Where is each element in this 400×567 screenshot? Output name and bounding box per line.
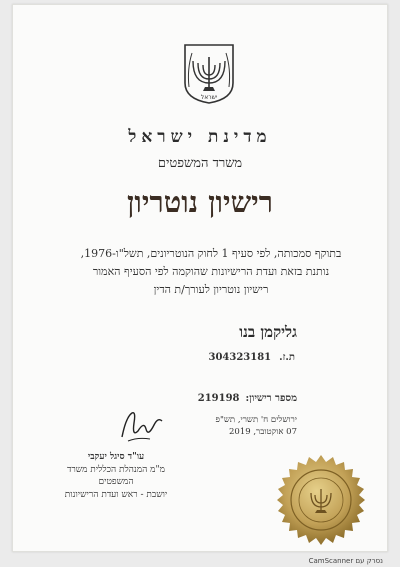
id-number: 304323181: [208, 352, 272, 363]
signatory-block: [61, 451, 171, 501]
state-emblem-icon: [183, 43, 235, 105]
signatory-title: מ"מ המנהלת הכללית משרד המשפטים: [66, 464, 165, 487]
handwritten-signature: [118, 407, 166, 447]
holder-name: גליקמן בנו: [239, 323, 297, 341]
issue-gregorian-date: 07 אוקטובר, 2019: [229, 427, 297, 437]
signatory-role: יושבת - ראש ועדת הרישיונות: [64, 489, 168, 500]
id-label: ת.ז.: [279, 352, 295, 363]
license-label: מספר רישיון:: [245, 393, 297, 404]
license-number-row: [192, 393, 297, 404]
authority-line-1: בתוקף סמכותה, לפי סעיף 1 לחוק הנוטריונים, תשל"ו-1976,: [80, 247, 342, 260]
authority-paragraph: [61, 245, 361, 299]
scanner-watermark: נסרק עם CamScanner: [308, 557, 383, 565]
ministry-name: משרד המשפטים: [157, 156, 243, 171]
issue-place-hebrew-date: ירושלים ח' תשרי, תש"פ: [215, 415, 297, 425]
gold-seal-icon: [271, 453, 371, 553]
emblem-word: ישראל: [200, 94, 218, 101]
holder-id-row: [201, 352, 295, 363]
license-number: 219198: [197, 393, 240, 404]
signatory-name: עו"ד סיגל יעקבי: [87, 452, 145, 462]
authority-line-2: נותנת בזאת ועדת הרישיונות שהוקמה לפי הסעיף האמור: [92, 265, 330, 278]
certificate-title: רישיון נוטריון: [127, 185, 273, 219]
state-name: מדינת ישראל: [128, 127, 272, 147]
license-certificate: [12, 4, 388, 565]
authority-line-3: רישיון נוטריון לעורך/ת הדין: [153, 283, 269, 296]
issue-date-block: [216, 414, 297, 438]
